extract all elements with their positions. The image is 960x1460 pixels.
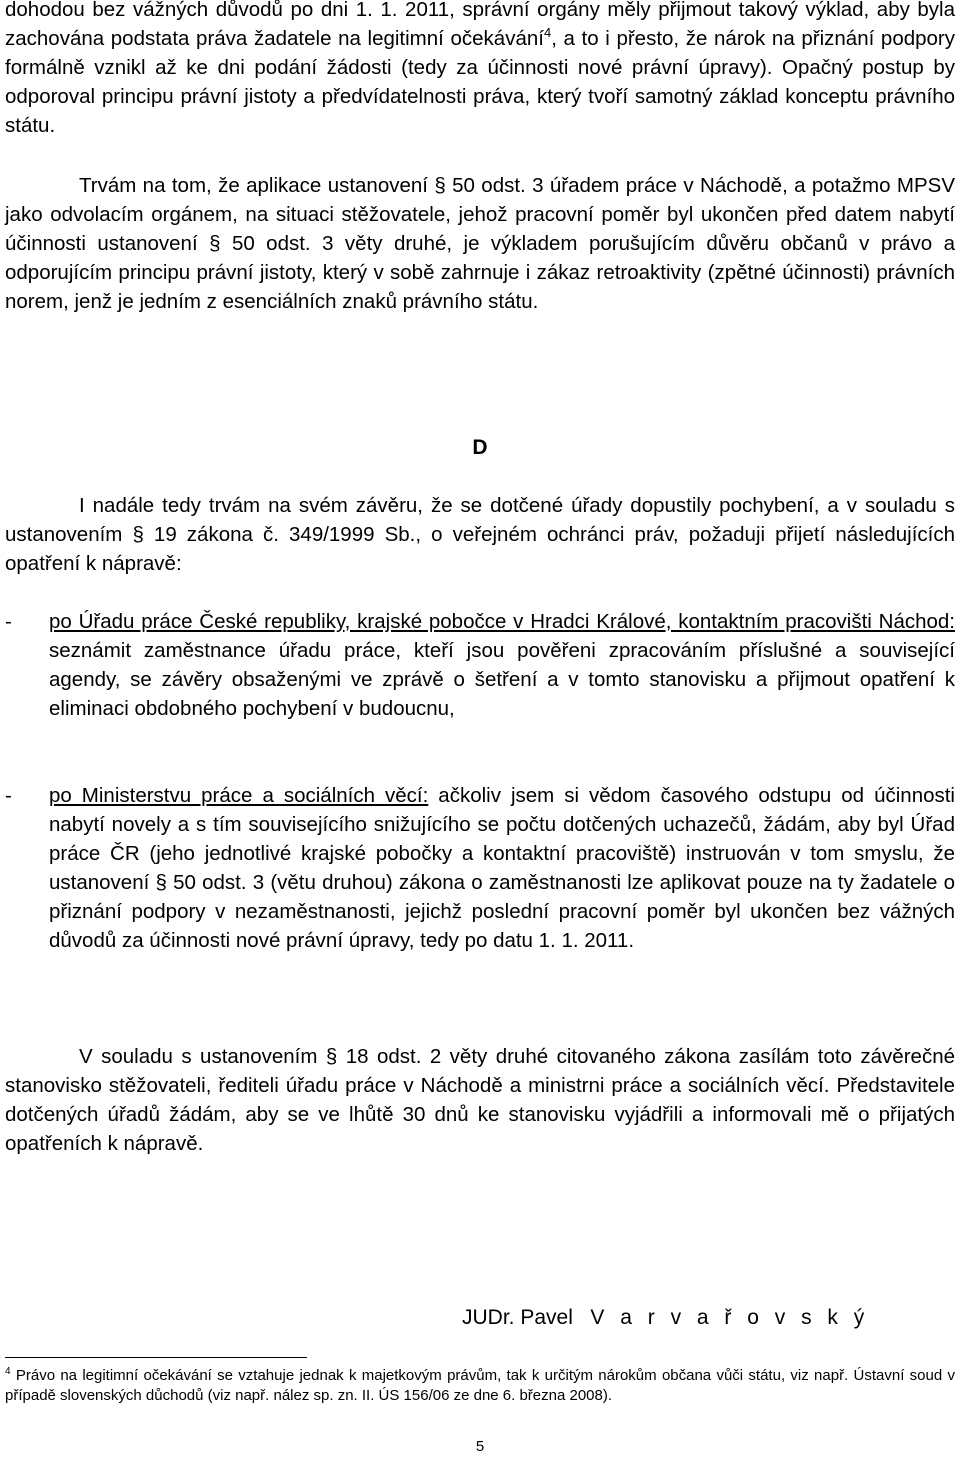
signature-surname: V a r v a ř o v s k ý: [590, 1306, 870, 1329]
list-item-text: seznámit zaměstnance úřadu práce, kteří jsou pověřeni zpracováním příslušné a související agendy, se závěry obsaženými ve zprávě o šetření a v tomto stanovisku a přijmout opatření k eliminaci obdobného pochybení v budoucnu,: [49, 639, 955, 720]
list-item-remedy: [5, 607, 955, 723]
paragraph-insistence: Trvám na tom, že aplikace ustanovení § 50 odst. 3 úřadem práce v Náchodě, a potažmo MPSV jako odvolacím orgánem, na situaci stěžovatele, jehož pracovní poměr byl ukončen před datem nabytí účinnosti ustanovení § 50 odst. 3 věty druhé, je výkladem porušujícím důvěru občanů v právo a odporujícím principu právní jistoty, který v sobě zahrnuje i zákaz retroaktivity (zpětné účinnosti) právních norem, jenž je jedním z esenciálních znaků právního státu.: [5, 174, 955, 313]
list-item-body: [49, 781, 955, 955]
paragraph-legitimate-expectation: [5, 0, 955, 140]
list-item-text: ačkoliv jsem si vědom časového odstupu od účinnosti nabytí novely a s tím souvisejícího snižujícího se počtu dotčených uchazečů, žádám, aby byl Úřad práce ČR (jeho jednotlivé krajské pobočky a kontaktní pracoviště) instruován v tom smyslu, že ustanovení § 50 odst. 3 (větu druhou) zákona o zaměstnanosti lze aplikovat pouze na ty žadatele o přiznání podpory v nezaměstnanosti, jejichž poslední pracovní poměr byl ukončen bez vážných důvodů za účinnosti nové právní úpravy, tedy po datu 1. 1. 2011.: [49, 784, 955, 952]
footnote: [5, 1366, 955, 1406]
list-item-marker: -: [5, 610, 12, 633]
section-heading: D: [472, 436, 488, 459]
list-item-marker: -: [5, 784, 12, 807]
list-item-recipient: po Ministerstvu práce a sociálních věcí:: [49, 784, 429, 807]
footnote-text: Právo na legitimní očekávání se vztahuje jednak k majetkovým právům, tak k určitým nárokům občana vůči státu, viz např. Ústavní soud v případě slovenských důchodů (viz např. nález sp. zn. II. ÚS 156/06 ze dne 6. března 2008).: [5, 1367, 955, 1404]
footnote-reference: 4: [543, 25, 552, 41]
paragraph-text-part: , a to i přesto, že nárok na přiznání podpory formálně vznikl až ke dni podání žádosti (tedy za účinnosti nové právní úpravy). Opačný postup by odporoval principu právní jistoty a předvídatelnosti práva, který tvoří samotný základ konceptu právního státu.: [5, 27, 955, 137]
paragraph-text-part: dohodou bez vážných důvodů po dni 1. 1. 2011, správní orgány měly přijmout takový výklad, aby byla zachována podstata práva žadatele na legitimní očekávání: [5, 0, 955, 50]
list-item-recipient: po Úřadu práce České republiky, krajské pobočce v Hradci Králové, kontaktním pracovišti Náchod:: [49, 610, 955, 633]
list-item-remedy: [5, 781, 955, 955]
footnote-number: 4: [5, 1366, 11, 1377]
page-number: 5: [475, 1438, 485, 1455]
footnote-divider: [5, 1357, 307, 1358]
paragraph-remedy-request: I nadále tedy trvám na svém závěru, že se dotčené úřady dopustily pochybení, a v souladu s ustanovením § 19 zákona č. 349/1999 Sb., o veřejném ochránci práv, požaduji přijetí následujících opatření k nápravě:: [5, 494, 955, 575]
list-item-body: [49, 607, 955, 723]
signature-given-name: JUDr. Pavel: [462, 1306, 573, 1329]
paragraph-distribution: V souladu s ustanovením § 18 odst. 2 věty druhé citovaného zákona zasílám toto závěrečné stanovisko stěžovateli, řediteli úřadu práce v Náchodě a ministrni práce a sociálních věcí. Představitele dotčených úřadů žádám, aby se ve lhůtě 30 dnů ke stanovisku vyjádřili a informovali mě o přijatých opatřeních k nápravě.: [5, 1045, 955, 1155]
signature: [462, 1303, 869, 1332]
